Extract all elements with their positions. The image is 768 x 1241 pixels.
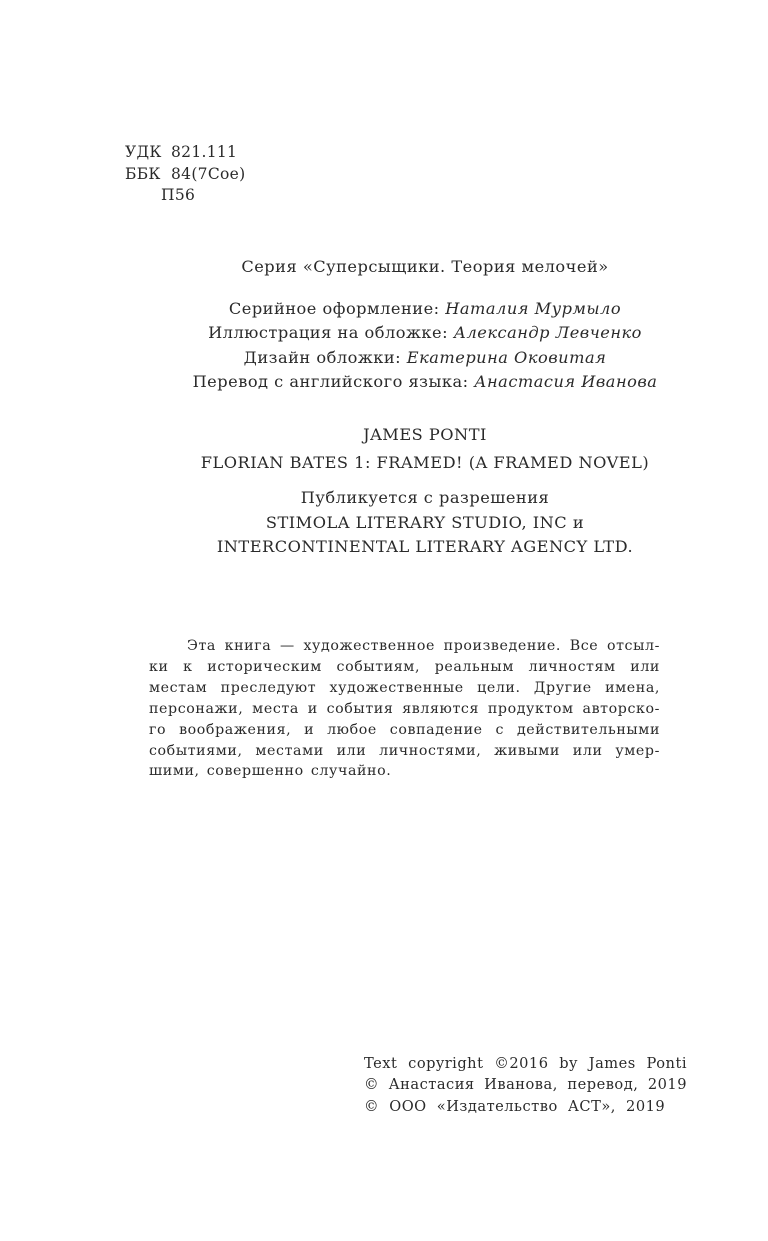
credit-person: Екатерина Оковитая [406, 347, 607, 367]
credit-line [160, 346, 690, 370]
credit-person: Александр Левченко [453, 323, 642, 343]
disclaimer-line: местам преследуют художественные цели. Другие имена, [149, 679, 660, 696]
bbk-row [125, 164, 245, 186]
credit-person: Анастасия Иванова [474, 371, 658, 391]
permission-block [160, 486, 690, 560]
original-author: JAMES PONTI [363, 425, 487, 444]
disclaimer-line: персонажи, места и события являются продуктом авторско- [149, 700, 660, 717]
credit-role: Иллюстрация на обложке: [208, 323, 454, 343]
udk-value: 821.111 [171, 143, 238, 161]
series-title: Серия «Суперсыщики. Теория мелочей» [241, 257, 609, 276]
credit-line [160, 297, 690, 321]
credits-block [160, 297, 690, 394]
permission-line: INTERCONTINENTAL LITERARY AGENCY LTD. [216, 537, 634, 556]
author-mark: П56 [161, 186, 196, 204]
disclaimer-line: шими, совершенно случайно. [149, 763, 392, 780]
permission-line: Публикуется с разрешения [300, 488, 550, 507]
udk-label: УДК [125, 143, 162, 161]
permission-line: STIMOLA LITERARY STUDIO, INC и [265, 512, 585, 532]
credit-line [160, 321, 690, 345]
fiction-disclaimer [149, 636, 660, 782]
copyright-line: Text copyright ©2016 by James Ponti [364, 1055, 687, 1072]
bbk-label: ББК [125, 164, 161, 183]
udk-row [125, 142, 245, 164]
credit-role: Серийное оформление: [228, 299, 446, 318]
copyright-line: © ООО «Издательство АСТ», 2019 [364, 1097, 666, 1115]
credit-line [160, 370, 690, 394]
disclaimer-line: событиями, местами или личностями, живыми или умер- [149, 742, 660, 759]
copyright-block [364, 1053, 687, 1117]
bbk-value: 84(7Сое) [171, 164, 246, 183]
copyright-line: © Анастасия Иванова, перевод, 2019 [364, 1076, 687, 1094]
credit-role: Перевод с английского языка: [192, 371, 475, 391]
original-title: FLORIAN BATES 1: FRAMED! (A FRAMED NOVEL) [200, 453, 650, 472]
disclaimer-line: Эта книга — художественное произведение. Все отсыл- [187, 638, 660, 654]
credit-person: Наталия Мурмыло [445, 299, 622, 318]
disclaimer-line: го воображения, и любое совпадение с действительными [149, 721, 660, 738]
classification-block [125, 142, 245, 207]
credit-role: Дизайн обложки: [243, 347, 407, 367]
disclaimer-line: ки к историческим событиям, реальным личностям или [149, 658, 660, 675]
